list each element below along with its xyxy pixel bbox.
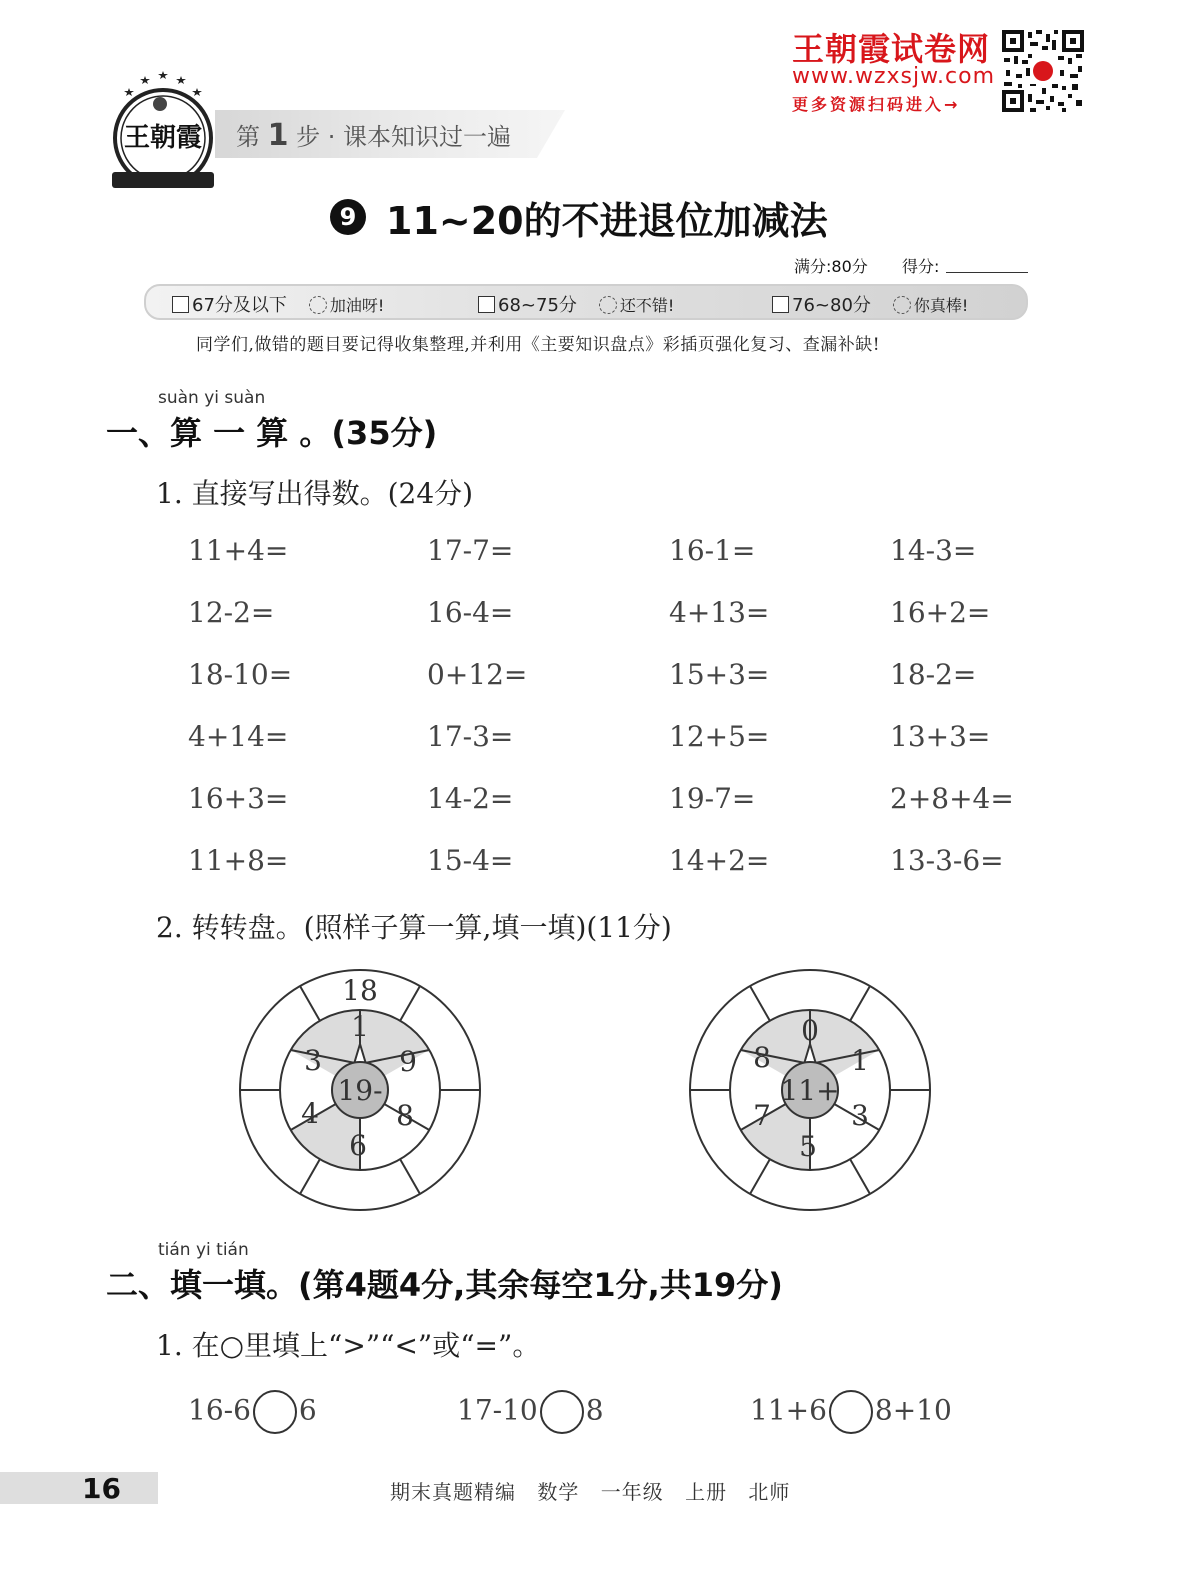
equation[interactable]: 15+3= [669,658,770,691]
step-suffix: 步 · 课本知识过一遍 [296,123,512,151]
equation[interactable]: 14-2= [427,782,514,815]
equation[interactable]: 16-4= [427,596,514,629]
equation[interactable]: 16-1= [669,534,756,567]
equation[interactable]: 18-2= [890,658,977,691]
section2-pinyin: tián yi tián [158,1240,249,1260]
equation[interactable]: 14+2= [669,844,770,877]
wheel-inner-value: 5 [799,1130,817,1163]
equation[interactable]: 2+8+4= [890,782,1014,815]
rating-comment: 加油呀! [329,296,385,315]
section1-title: 一、算 一 算 。(35分) [106,414,438,452]
question-1-1: 1. 直接写出得数。(24分) [156,477,474,510]
rating-comment: 你真棒! [913,296,969,315]
svg-text:王朝霞: 王朝霞 [123,123,203,153]
comparison-item [188,1390,317,1434]
equation[interactable]: 16+2= [890,596,991,629]
wheel-inner-value: 1 [851,1044,869,1077]
equation[interactable]: 19-7= [669,782,756,815]
answer-circle[interactable] [540,1390,584,1434]
wheel-inner-value: 3 [851,1099,869,1132]
checkbox[interactable] [172,296,189,313]
footer-band [0,1472,158,1504]
score-blank[interactable] [946,272,1028,273]
wheel-center-label: 19- [337,1074,383,1107]
checkbox[interactable] [772,296,789,313]
equation[interactable]: 12-2= [188,596,275,629]
checkbox[interactable] [478,296,495,313]
wheel-inner-value: 1 [351,1010,369,1043]
step-label [236,117,511,153]
wheel-inner-value: 6 [349,1129,367,1162]
comparison-item [750,1390,952,1434]
rating-option-3[interactable] [772,291,968,317]
equation[interactable]: 13-3-6= [890,844,1004,877]
rating-option-1[interactable] [172,291,384,317]
equation[interactable]: 4+13= [669,596,770,629]
equation[interactable]: 4+14= [188,720,289,753]
question-2-1: 1. 在○里填上“>”“<”或“=”。 [156,1329,541,1362]
equation[interactable]: 11+4= [188,534,289,567]
wheel-inner-value: 4 [301,1097,319,1130]
brand-scan-text: 更多资源扫码进入→ [792,95,961,114]
smiley-face-icon [309,296,327,314]
equation[interactable]: 12+5= [669,720,770,753]
equation[interactable]: 14-3= [890,534,977,567]
wheel-inner-value: 3 [304,1044,322,1077]
study-tip: 同学们,做错的题目要记得收集整理,并利用《主要知识盘点》彩插页强化复习、查漏补缺! [196,335,881,355]
wheel-inner-value: 9 [399,1045,417,1078]
rating-range: 67分及以下 [192,295,287,316]
smiley-face-icon [893,296,911,314]
page-number: 16 [82,1472,121,1505]
equation[interactable]: 18-10= [188,658,293,691]
spin-wheel-1 [230,960,490,1220]
full-score: 满分:80分 [794,257,868,276]
question-1-2: 2. 转转盘。(照样子算一算,填一填)(11分) [156,911,672,944]
spin-wheel-2 [680,960,940,1220]
wheel-inner-value: 0 [801,1014,819,1047]
comparison-item [457,1390,604,1434]
rating-range: 76~80分 [792,295,871,316]
comparison-right: 6 [298,1393,317,1427]
qr-code-icon[interactable] [1002,30,1084,112]
wheel-outer-value: 18 [342,974,378,1007]
comparison-right: 8 [585,1393,604,1427]
footer-text: 期末真题精编 数学 一年级 上册 北师 [390,1480,791,1504]
step-number: 1 [267,118,289,153]
section1-pinyin: suàn yi suàn [158,388,266,408]
equation[interactable]: 13+3= [890,720,991,753]
equation[interactable]: 17-7= [427,534,514,567]
comparison-left: 16-6 [188,1393,251,1427]
rating-range: 68~75分 [498,295,577,316]
wheel-inner-value: 8 [753,1041,771,1074]
smiley-face-icon [599,296,617,314]
comparison-right: 8+10 [874,1393,952,1427]
equation[interactable]: 15-4= [427,844,514,877]
answer-circle[interactable] [253,1390,297,1434]
lesson-number-badge: 9 [330,199,366,235]
wheel-inner-value: 8 [396,1099,414,1132]
score-label: 得分: [902,257,940,276]
equation[interactable]: 16+3= [188,782,289,815]
comparison-left: 11+6 [750,1393,827,1427]
lesson-title: 11~20的不进退位加减法 [386,199,828,243]
section2-title: 二、填一填。(第4题4分,其余每空1分,共19分) [106,1266,783,1304]
wheel-center-label: 11+ [780,1074,840,1107]
rating-option-2[interactable] [478,291,674,317]
equation[interactable]: 11+8= [188,844,289,877]
wheel-inner-value: 7 [753,1099,771,1132]
brand-title: 王朝霞试卷网 [792,30,991,68]
step-prefix: 第 [236,123,260,151]
rating-comment: 还不错! [619,296,675,315]
brand-url[interactable]: www.wzxsjw.com [792,64,996,89]
equation[interactable]: 17-3= [427,720,514,753]
comparison-left: 17-10 [457,1393,538,1427]
brand-logo [104,66,222,194]
answer-circle[interactable] [829,1390,873,1434]
equation[interactable]: 0+12= [427,658,528,691]
